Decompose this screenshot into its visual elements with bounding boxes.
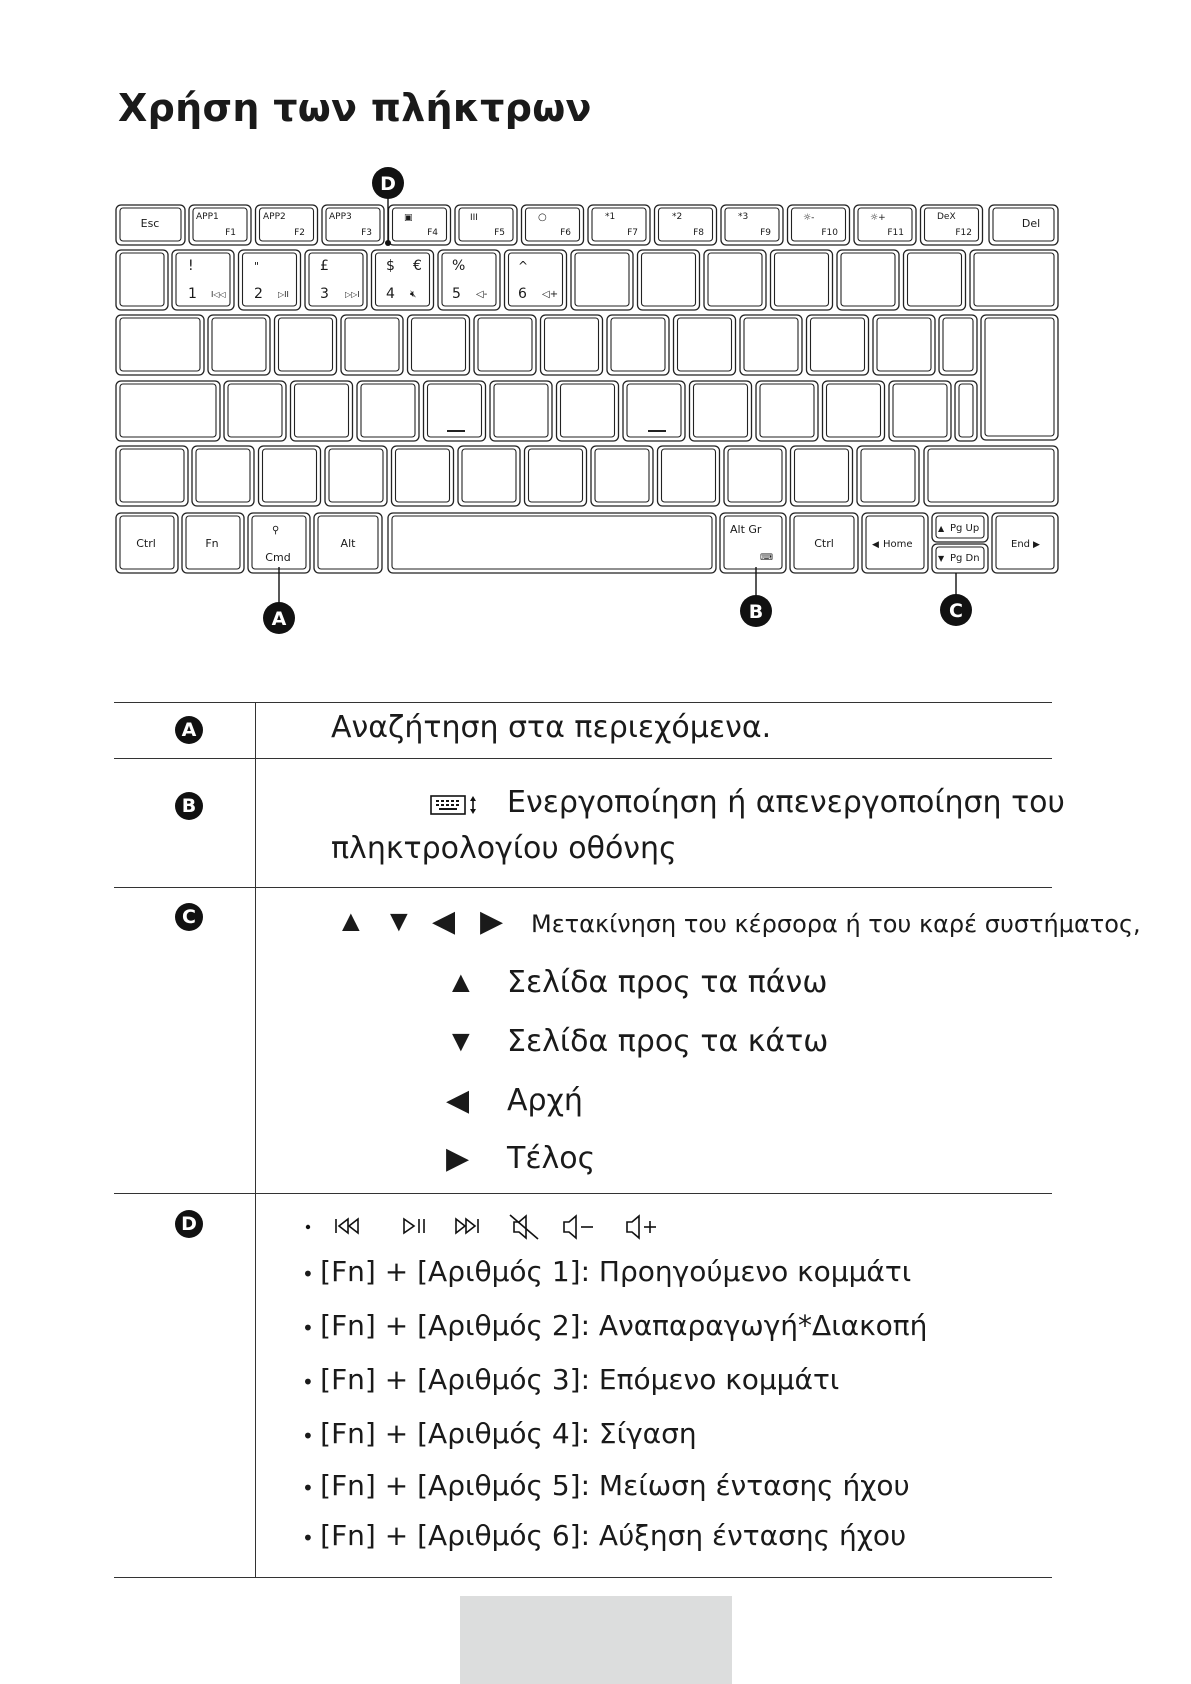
key-f4 [389,205,451,245]
key-letter [607,315,669,375]
key-letter [724,446,786,506]
svg-text:C: C [949,600,963,622]
key-f11 [854,205,916,245]
list-item: • [Fn] + [Αριθμός 1]: Προηγούμενο κομμάτι [302,1255,912,1288]
key-f2-label: F2 [294,228,305,238]
key-letter [674,315,736,375]
key-3-top: £ [320,258,329,274]
arrow-down-icon: ▼ [938,554,945,563]
key-number [438,250,500,310]
key-number [638,250,700,310]
svg-text:A: A [271,608,287,630]
key-hash [955,381,977,441]
key-f12-label: F12 [955,228,972,238]
key-number [372,250,434,310]
key-letter [192,446,254,506]
key-ctrl-right-label: Ctrl [814,537,834,550]
key-letter [325,446,387,506]
key-4-top: $ [386,258,395,274]
callout-b [740,567,772,627]
keyboard-toggle-icon [430,793,482,817]
key-letter [474,315,536,375]
key-enter [981,315,1058,440]
key-space [388,513,716,573]
key-f3-label: F3 [361,228,372,238]
key-app1-label: APP1 [196,212,219,222]
page-number-block [460,1596,732,1684]
key-letter [823,381,885,441]
key-number [771,250,833,310]
table-divider [255,702,256,1578]
list-item: • [Fn] + [Αριθμός 4]: Σίγαση [302,1417,697,1450]
key-f6-label: F6 [560,228,571,238]
key-letter [275,315,337,375]
key-4-bottom: 4 [386,286,395,302]
key-number [305,250,367,310]
legend-c-nav: Μετακίνηση του κέρσορα ή του καρέ συστήματος, [531,910,1141,938]
key-f7-sub: *1 [605,212,616,222]
key-pgdn-label: Pg Dn [950,553,980,564]
key-f10-label: F10 [821,228,838,238]
legend-a-text: Αναζήτηση στα περιεχόμενα. [331,710,772,745]
badge-c: C [175,903,203,931]
key-end-label: End [1011,539,1031,550]
key-number [837,250,899,310]
key-letter [756,381,818,441]
key-esc-label: Esc [140,217,160,230]
triangle-up-icon: ▲ [336,905,366,938]
key-f10-icon: ☼- [803,213,815,223]
key-f7-label: F7 [627,228,638,238]
volume-up-icon: ◁+ [542,289,559,300]
key-letter [208,315,270,375]
key-f9-label: F9 [760,228,771,238]
key-f8-label: F8 [693,228,704,238]
key-number [904,250,966,310]
key-letter [807,315,869,375]
key-letter [490,381,552,441]
callout-a [263,567,295,634]
key-letter [291,381,353,441]
key-letter [541,315,603,375]
key-5-bottom: 5 [452,286,461,302]
key-home-label: Home [883,539,913,550]
legend-c-down: Σελίδα προς τα κάτω [507,1024,829,1059]
svg-text:D: D [380,173,396,195]
key-letter [224,381,286,441]
badge-b: B [175,792,203,820]
key-number [571,250,633,310]
legend-b-line1: Ενεργοποίηση ή απενεργοποίηση του [507,785,1065,820]
key-f9-sub: *3 [738,212,749,222]
key-letter [392,446,454,506]
key-f11-label: F11 [887,228,904,238]
key-letter [591,446,653,506]
svg-text:B: B [748,601,764,623]
key-1-bottom: 1 [188,286,197,302]
key-f8 [655,205,717,245]
key-6-bottom: 6 [518,286,527,302]
key-4-euro: € [413,258,422,274]
key-number [505,250,567,310]
end-triangle-icon: ▶ [446,1142,470,1175]
page-title: Χρήση των πλήκτρων [118,86,592,130]
key-alt-label: Alt [340,537,356,550]
key-1-top: ! [188,258,194,274]
key-letter [525,446,587,506]
key-number [172,250,234,310]
key-letter [873,315,935,375]
legend-b-line2: πληκτρολογίου οθόνης [331,831,677,866]
key-tab [116,315,204,375]
key-letter [557,381,619,441]
key-f2 [256,205,318,245]
list-item: • [Fn] + [Αριθμός 6]: Αύξηση έντασης ήχου [302,1519,907,1552]
key-letter [889,381,951,441]
key-pgup-label: Pg Up [950,523,980,534]
key-number [704,250,766,310]
mute-icon: 🔇︎ [410,289,417,300]
key-bracket [939,315,977,375]
key-f9 [721,205,783,245]
legend-c-up: Σελίδα προς τα πάνω [507,965,828,1000]
key-letter [357,381,419,441]
arrow-right-icon: ▶ [1033,540,1040,550]
key-6-top: ^ [518,259,529,273]
legend-c-end: Τέλος [507,1141,596,1176]
key-letter [458,446,520,506]
list-item: • [Fn] + [Αριθμός 2]: Αναπαραγωγή*Διακοπή [302,1309,928,1342]
legend-c-home: Αρχή [507,1083,583,1118]
key-fn-label: Fn [205,537,219,550]
key-f11-icon: ☼+ [870,213,886,223]
key-5-top: % [452,258,466,274]
home-triangle-icon: ◀ [446,1084,470,1117]
volume-down-icon: ◁- [476,289,488,300]
keyboard-diagram [0,0,1191,660]
key-altgr [720,513,786,573]
key-letter [408,315,470,375]
key-letter [857,446,919,506]
key-letter [658,446,720,506]
key-f5-label: F5 [494,228,505,238]
list-item: • [Fn] + [Αριθμός 5]: Μείωση έντασης ήχου [302,1469,910,1502]
key-f4-label: F4 [427,228,438,238]
play-pause-icon: ▷II [278,290,289,299]
key-f5-icon: III [470,213,478,223]
key-altgr-label: Alt Gr [730,523,762,536]
key-f10 [788,205,850,245]
arrow-left-icon: ◀ [872,540,879,550]
key-letter [740,315,802,375]
key-cmd [248,513,310,573]
key-backtick [116,250,168,310]
keyboard-icon: ⌨ [760,553,773,563]
media-icons-row [302,1209,682,1243]
key-2-top: " [254,260,260,273]
key-f12 [921,205,983,245]
search-icon: ⚲ [272,525,280,536]
triangle-right-icon: ▶ [480,905,504,938]
key-app3-label: APP3 [329,212,352,222]
key-shift-left [116,446,188,506]
next-track-icon: ▷▷I [345,290,360,299]
key-capslock [116,381,220,441]
key-f8-sub: *2 [672,212,683,222]
key-shift-right [924,446,1058,506]
key-backspace [970,250,1058,310]
key-letter [259,446,321,506]
key-f5 [455,205,517,245]
key-number [239,250,301,310]
arrow-up-icon: ▲ [938,524,945,533]
key-del-label: Del [1021,217,1041,230]
callout-c [940,573,972,626]
key-letter [791,446,853,506]
key-letter [690,381,752,441]
badge-d: D [175,1210,203,1238]
list-item: • [Fn] + [Αριθμός 3]: Επόμενο κομμάτι [302,1363,840,1396]
key-3-bottom: 3 [320,286,329,302]
key-2-bottom: 2 [254,286,263,302]
key-f1 [189,205,251,245]
pgdn-triangle-icon: ▼ [446,1025,476,1058]
key-f7 [588,205,650,245]
triangle-left-icon: ◀ [432,905,456,938]
key-ctrl-left-label: Ctrl [136,537,156,550]
key-f6-icon: ○ [538,212,547,223]
key-cmd-label: Cmd [265,551,291,564]
key-app2-label: APP2 [263,212,286,222]
key-dex-label: DeX [937,212,956,222]
key-letter [341,315,403,375]
prev-track-icon: I◁◁ [211,290,226,299]
key-f1-label: F1 [225,228,236,238]
key-f3 [322,205,384,245]
triangle-down-icon: ▼ [384,905,414,938]
key-f4-icon: ▣ [404,213,413,223]
pgup-triangle-icon: ▲ [446,966,476,999]
badge-a: A [175,716,203,744]
key-f6 [522,205,584,245]
